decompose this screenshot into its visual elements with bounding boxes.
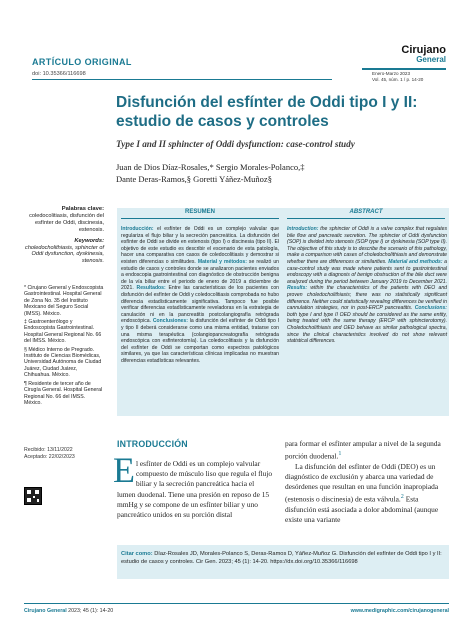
journal-logo-line1: Cirujano xyxy=(401,44,446,56)
dropcap: E xyxy=(113,450,135,490)
intro-col2-text-c: Esta disfunción está asociada a dolor abdominal (aunque existe una variante xyxy=(285,494,439,525)
abstract-intro: the sphincter of Oddi is a valve complex that regulates bile flow and pancreatic secretion. The sphincter of Oddi dysfunction (SOP) is divided into stenosis (SOP type I) or dyskinesia (SOP type II). The objective of this study is to describe the scenario of this pathology, make a comparison with cases of choledocholithiasis and demonstrate whether there are differences or similarities. xyxy=(287,226,447,265)
header-rule xyxy=(32,79,332,80)
resumen-methods-label: Material y métodos: xyxy=(197,258,247,265)
section-heading-introduccion: INTRODUCCIÓN xyxy=(117,439,188,449)
footer-journal-name: Cirujano General xyxy=(24,608,67,614)
authors-line-1: Juan de Dios Díaz-Rosales,* Sergio Morales-Polanco,‡ xyxy=(116,162,305,172)
article-title-english: Type I and II sphincter of Oddi dysfunction: case-control study xyxy=(116,139,355,149)
keywords-heading: Palabras clave: xyxy=(61,206,104,212)
affiliation-item: ‡ Gastroenterólogo y Endoscopista Gastrointestinal. Hospital General Regional No. 66 del IMSS. México. xyxy=(24,319,102,345)
abstract-methods-label: Material and methods: xyxy=(388,258,443,265)
abstract-text xyxy=(287,226,447,345)
footer-rule xyxy=(24,603,449,604)
abstract-results-label: Results: xyxy=(287,285,308,292)
issue-date: Enero-Marzo 2023 xyxy=(372,71,411,76)
doi-link[interactable]: doi: 10.35366/116698 xyxy=(32,71,86,77)
abstract-conclusions-label: Conclusions: xyxy=(414,305,447,312)
issue-info xyxy=(372,71,423,83)
resumen-intro-label: Introducción: xyxy=(121,226,154,232)
resumen-conclusions: la disfunción del esfínter de Oddi tipo I y tipo II deberá considerarse como una misma entidad, tratarse con una misma terapéutica (colangiopancreatografía retrógrada endoscópica con esfinterotomía). La coledocolitiasis y la disfunción del esfínter de Oddi se comportan como espectros patológicos similares, ya que las características clínicas implicadas no muestran diferencias estadísticas relevantes. xyxy=(121,318,279,364)
resumen-conclusions-label: Conclusiones: xyxy=(152,318,188,325)
footer-journal xyxy=(24,608,113,614)
qr-code-icon[interactable] xyxy=(24,487,42,505)
abstract-intro-label: Introduction: xyxy=(287,226,319,232)
abstract-heading: ABSTRACT xyxy=(287,209,445,219)
affiliation-item: * Cirujano General y Endoscopista Gastrointestinal. Hospital General de Zona No. 35 del Instituto Mexicano del Seguro Social (IMSS). México. xyxy=(24,285,104,317)
keywords-block xyxy=(24,206,104,265)
citation-body: Díaz-Rosales JD, Morales-Polanco S, Deras-Ramos D, Yáñez-Muñoz G. Disfunción del esfínter de Oddi tipo I y II: estudio de casos y controles. Cir Gen. 2023; 45 (1): 14-20. https://dx.doi.org/10.35366/116698 xyxy=(121,551,442,565)
intro-paragraph-continued: lumen duodenal. Tiene una presión en reposo de 15 mmHg y se compone de un esfínter biliar y uno pancreático unidos en su porción distal xyxy=(117,490,270,520)
affiliation-item: § Médico Interno de Pregrado. Instituto de Ciencias Biomédicas, Universidad Autónoma de Ciudad Juárez, Ciudad Juárez, Chihuahua. México. xyxy=(24,346,102,379)
accepted-date: Aceptado: 22/02/2023 xyxy=(24,453,75,460)
article-title: Disfunción del esfínter de Oddi tipo I y II: estudio de casos y controles xyxy=(116,94,418,130)
journal-rule xyxy=(362,68,446,70)
abstract-results: within the characteristics of the patients with DEO and proven choledocholithiasis; there was no statistically significant difference. Neither could statistically revealing differences be verified in cannulation strategies, nor in post-ERCP pancreatitis. xyxy=(287,285,447,312)
citation-label: Citar como: xyxy=(121,551,153,557)
abstract-conclusions: both type I and type II OED should be considered as the same entity, being treated with the same therapy (ERCP with sphincterotomy). Choledocholithiasis and OED behave as similar pathological spectra, since the clinical characteristics involved do not show relevant statistical differences. xyxy=(287,311,447,345)
citation-ref[interactable]: 1 xyxy=(338,451,342,458)
affiliation-item: ¶ Residente de tercer año de Cirugía General. Hospital General Regional No. 66 del IMSS. México. xyxy=(24,380,103,406)
article-dates xyxy=(24,447,104,460)
resumen-results-label: Resultados: xyxy=(136,285,166,292)
resumen-methods: se realizó un estudio de casos y controles donde se analizaron pacientes enviados a endoscopia gastrointestinal con diagnóstico de obstrucción benigna de la vía biliar entre el periodo de enero de 2019 a diciembre de 2021. xyxy=(121,258,279,292)
section-label: ARTÍCULO ORIGINAL xyxy=(32,57,132,67)
journal-logo xyxy=(362,44,446,64)
citation-ref[interactable]: 2 xyxy=(400,494,404,501)
citation-text xyxy=(121,550,445,566)
journal-logo-line2: General xyxy=(416,55,446,64)
affiliations xyxy=(24,285,104,408)
footer-pages: 2023; 45 (1): 14-20 xyxy=(66,608,114,614)
keywords-en-heading: Keywords: xyxy=(74,237,104,244)
resumen-intro: el esfínter de Oddi es un complejo valvular que regulariza el flujo biliar y la secreción pancreática. La disfunción del esfínter de Oddi se divide en estenosis (tipo I) o discinesia (tipo II). El objetivo de este estudio es describir el escenario de esta patología, hacer una comparativa con casos de coledocolitiasis y demostrar si existen diferencias o similitudes. xyxy=(121,226,279,265)
intro-col2-text-a: para formar el esfínter ampular a nivel de la segunda porción duodenal. xyxy=(285,439,441,461)
author-list xyxy=(116,162,366,185)
received-date: Recibido: 13/11/2022 xyxy=(24,447,73,453)
resumen-heading: RESUMEN xyxy=(121,209,279,219)
intro-column-2 xyxy=(285,439,449,526)
intro-col2-text-b: La disfunción del esfínter de Oddi (DEO) es un diagnóstico de exclusión y abarca una variedad de desórdenes que resultan en una función inapropiada (estenosis o discinesia) de esta válvula. xyxy=(285,461,439,504)
resumen-results: Entre las características de los pacientes con disfunción del esfínter de Oddi y coledocolitiasis comprobada no hubo diferencia estadísticamente significativa. Tampoco fue posible verificar diferencias estadísticamente reveladoras en la estrategia de canulación ni en la pancreatitis postcolangiografía retrógrada endoscópica. xyxy=(121,285,280,325)
keywords-text: coledocolitiasis, disfunción del esfínter de Oddi, discinesia, estenosis. xyxy=(29,212,104,233)
footer-url-link[interactable]: www.medigraphic.com/cirujanogeneral xyxy=(350,608,449,614)
intro-col2-paragraph xyxy=(285,462,449,526)
intro-paragraph-start: l esfínter de Oddi es un complejo valvular compuesto de músculo liso que regula el flujo biliar y la secreción pancreática hacia el xyxy=(136,459,273,489)
resumen-text xyxy=(121,226,279,364)
authors-line-2: Dante Deras-Ramos,§ Goretti Yáñez-Muñoz§ xyxy=(116,173,272,184)
issue-volume: Vol. 45, núm. 1 / p. 14-20 xyxy=(372,77,424,82)
abstract-methods: a case-control study was made where patients sent to gastrointestinal endoscopy with a diagnosis of benign obstruction of the bile duct were analyzed during the period between January 2019 to December 2021. xyxy=(287,258,448,285)
keywords-en-text: choledocholithiasis, sphincter of Oddi dysfunction, dyskinesia, stenosis. xyxy=(25,244,104,265)
